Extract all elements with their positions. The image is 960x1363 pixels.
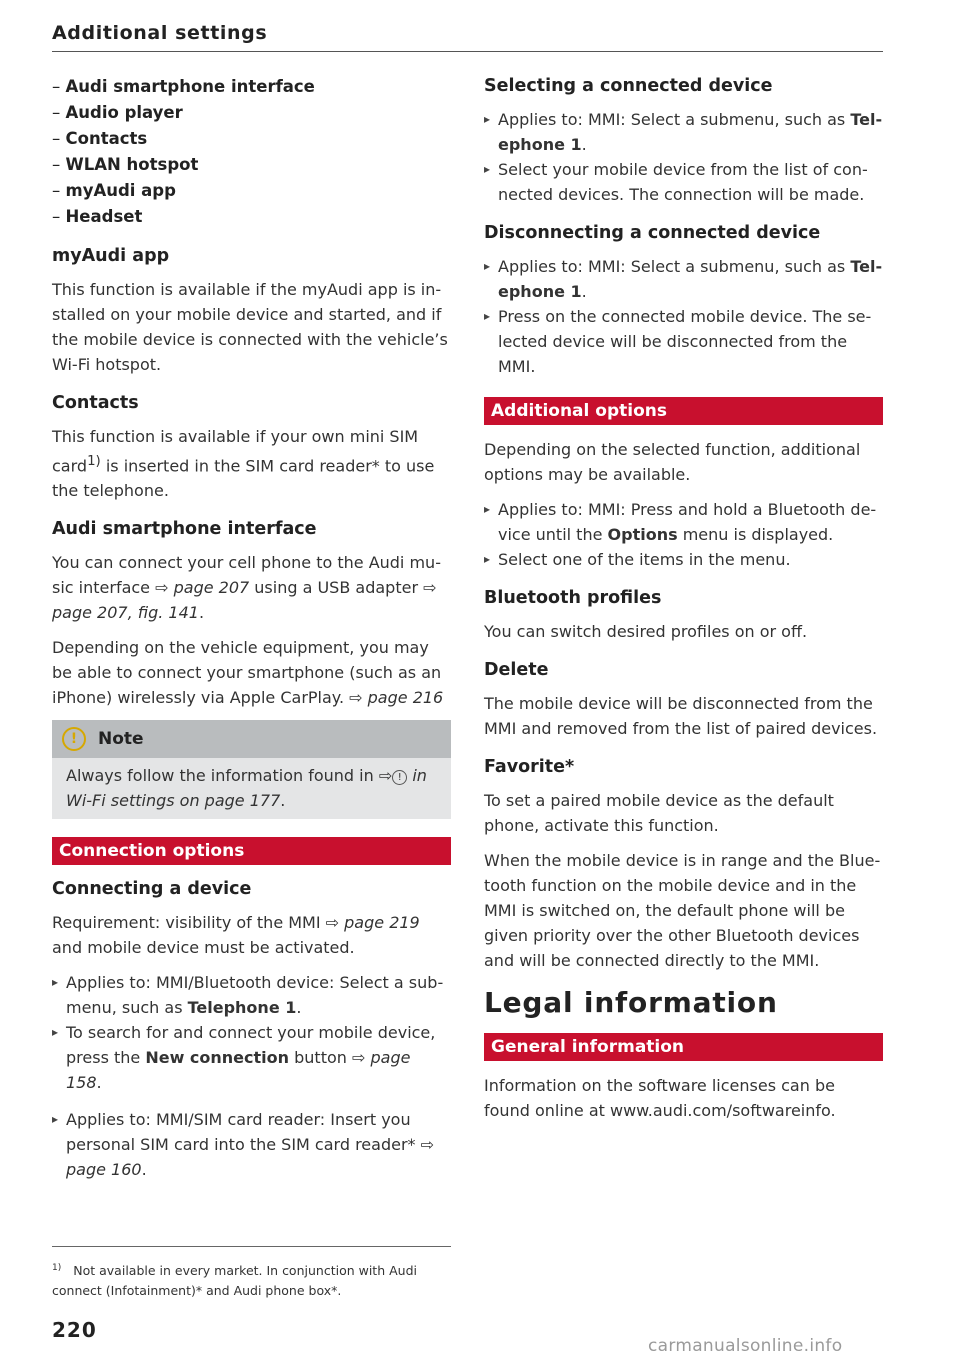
list-item: – Headset	[52, 204, 451, 230]
list-item: ▸ Applies to: MMI: Press and hold a Bluetooth device until the Options menu is displayed.	[484, 497, 883, 547]
footnote-divider	[52, 1246, 451, 1247]
bt-profiles-text: You can switch desired profiles on or off.	[484, 622, 808, 641]
list-item: – WLAN hotspot	[52, 152, 451, 178]
list-item: – Audi smartphone interface	[52, 74, 451, 100]
requirement-text: Requirement: visibility of the MMI ⇨ page 219 and mobile device must be activated.	[52, 913, 420, 958]
general-text: Information on the software licenses can be found online at www.audi.com/softwareinfo.	[484, 1076, 836, 1120]
myaudi-heading: myAudi app	[52, 246, 170, 266]
exclamation-circle-icon: !	[62, 727, 86, 751]
smartphone-text-2: Depending on the vehicle equipment, you may be able to connect your smartphone (such as an iPhone) wirelessly via Apple CarPlay. ⇨ page 216	[52, 638, 444, 708]
header-divider	[52, 51, 883, 52]
connecting-heading: Connecting a device	[52, 879, 252, 900]
list-item: – Audio player	[52, 100, 451, 126]
connection-options-bar: Connection options	[52, 837, 451, 865]
footnote-ref[interactable]: 1)	[87, 454, 101, 469]
page-link[interactable]: ⇨ page 216	[349, 688, 444, 708]
selecting-steps	[484, 107, 883, 207]
selecting-heading: Selecting a connected device	[484, 76, 773, 96]
list-item: ▸ Applies to: MMI: Select a submenu, such as Telephone 1.	[484, 254, 883, 304]
favorite-text-2: When the mobile device is in range and the Bluetooth function on the mobile device and in the MMI is switched on, the default phone will be given priority over the other Bluetooth devices and will be connected directly to the MMI.	[484, 851, 881, 970]
page-link[interactable]: ⇨ page 160	[66, 1135, 435, 1180]
smartphone-text-1: You can connect your cell phone to the Audi music interface ⇨ page 207 using a USB adapter ⇨ page 207, fig. 141.	[52, 553, 441, 623]
watermark: carmanualsonline.info	[648, 1336, 843, 1356]
list-item: ▸ Applies to: MMI/Bluetooth device: Select a submenu, such as Telephone 1.	[52, 970, 451, 1020]
list-item: ▸ Applies to: MMI/SIM card reader: Insert you personal SIM card into the SIM card reader* ⇨ page 160.	[52, 1107, 451, 1182]
additional-options-bar: Additional options	[484, 397, 883, 425]
legal-heading: Legal information	[484, 986, 778, 1019]
connecting-steps	[52, 970, 451, 1095]
smartphone-heading: Audi smartphone interface	[52, 519, 317, 540]
list-item: ▸ Applies to: MMI: Select a submenu, such as Telephone 1.	[484, 107, 883, 157]
myaudi-text: This function is available if the myAudi app is installed on your mobile device and started, and if the mobile device is connected with the vehicle’s Wi-Fi hotspot.	[52, 280, 448, 374]
favorite-heading: Favorite*	[484, 757, 575, 777]
delete-text: The mobile device will be disconnected from the MMI and removed from the list of paired devices.	[484, 694, 878, 738]
note-text: Always follow the information found in ⇨ ! in Wi-Fi settings on page 177.	[52, 758, 451, 819]
additional-text: Depending on the selected function, additional options may be available.	[484, 440, 861, 484]
list-item: ▸ Select one of the items in the menu.	[484, 547, 883, 572]
delete-heading: Delete	[484, 660, 549, 680]
page-link[interactable]: ⇨ page 207	[155, 578, 250, 598]
note-title: Note	[98, 729, 144, 750]
list-item: – Contacts	[52, 126, 451, 152]
additional-steps	[484, 497, 883, 572]
page-link[interactable]: in Wi-Fi settings on page 177	[66, 766, 427, 811]
page-number: 220	[52, 1318, 97, 1342]
note-box	[52, 720, 451, 819]
favorite-text-1: To set a paired mobile device as the default phone, activate this function.	[484, 791, 834, 835]
sim-steps	[52, 1107, 451, 1182]
list-item: ▸ To search for and connect your mobile device, press the New connection button ⇨ page 158.	[52, 1020, 451, 1095]
bt-profiles-heading: Bluetooth profiles	[484, 588, 662, 608]
page-link[interactable]: ⇨ page 158	[66, 1048, 411, 1093]
list-item: ▸ Select your mobile device from the list of connected devices. The connection will be made.	[484, 157, 883, 207]
footnote: $^{1)}$ Not available in every market. In conjunction with Audi connect (Infotainment)* and Audi phone box*.	[52, 1263, 417, 1299]
list-item: – myAudi app	[52, 178, 451, 204]
contacts-text: This function is available if your own mini SIM card$^{1)}$ is inserted in the SIM card reader* to use the telephone.	[52, 427, 435, 501]
page-link[interactable]: ⇨ page 207, fig. 141	[52, 578, 437, 623]
note-header	[52, 720, 451, 758]
general-information-bar: General information	[484, 1033, 883, 1061]
exclamation-circle-icon: !	[392, 770, 407, 785]
disconnecting-steps	[484, 254, 883, 379]
list-item: ▸ Press on the connected mobile device. The selected device will be disconnected from the MMI.	[484, 304, 883, 379]
disconnecting-heading: Disconnecting a connected device	[484, 223, 821, 243]
left-column	[52, 74, 451, 1192]
right-column	[484, 74, 883, 1133]
page-header-title: Additional settings	[52, 22, 268, 44]
page-link[interactable]: ⇨ page 219	[325, 913, 420, 933]
feature-list	[52, 74, 451, 230]
contacts-heading: Contacts	[52, 393, 139, 413]
